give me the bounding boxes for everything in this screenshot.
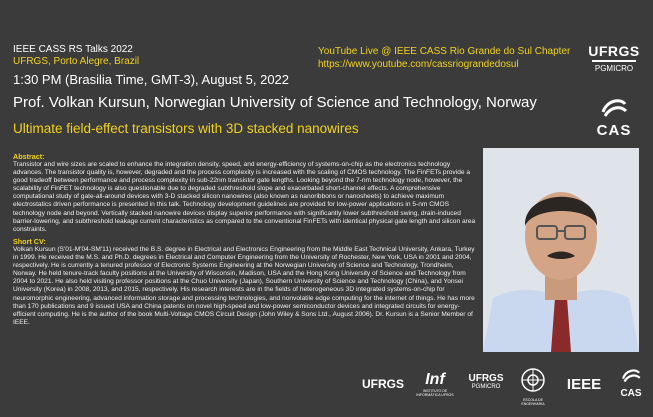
cv-text: Volkan Kursun (S'01-M'04-SM'11) received the B.S. degree in Electrical and Electronics Engineering from the Middle East Technical University, Ankara, Turkey in 1999. He received the M.S. and Ph.D. degrees in Electrical and Computer Engineering from the University of Rochester, New York, USA in 2001 and 2004, respectively. He is currently a tenured professor of Electronic Systems Engineering at the Norwegian University of Science and Technology, Trondheim, Norway. He held tenure-track faculty positions at the University of Wisconsin, Madison, USA and the Hong Kong University of Science and Technology from 2004 to 2021. He also held visiting professor positions at the Chuo University (Japan), Southern University of Science and Technology (China), and Yonsei University (Korea) in 2008, 2013, and 2015, respectively. His research interests are in the fields of heterogeneous 3D integrated systems-on-chip for neuromorphic engineering, advanced information storage and processing technologies, and nonvolatile edge computing for the internet of things. He has more than 170 publications and 9 issued USA and China patents on novel high-speed and low-power semiconductor devices and integrated circuits for energy-efficient computing. He is the author of the book Multi-Voltage CMOS Circuit Design (John Wiley & Sons Ltd., August 2006). Dr. Kursun is a Senior Member of IEEE. xyxy=(13,246,475,326)
cv-heading: Short CV: xyxy=(13,237,46,246)
abstract-section xyxy=(13,152,478,234)
speaker-portrait-icon xyxy=(483,148,639,352)
abstract-text: Transistor and wire sizes are scaled to enhance the integration density, speed, and energy-efficiency of systems-on-chip as the electronics technology advances. The transistor quality is, however, degraded and the process complexity is increased with the scaling of CMOS technology. The FinFETs provide a good tradeoff between performance and process complexity in sub-22nm transistor gate lengths. Looking beyond the 7-nm technology node, however, the scalability of FinFET technology is also questionable due to degraded subthreshold slope and exacerbated short-channel effects. A comprehensive computational study of gate-all-around devices with 3-D stacked silicon nanowires (also known as nanoribbons or nanosheets) to achieve maximum electrostatics driven performance is presented in this talk. Technology development guidelines are provided for low-power applications in 5-nm CMOS technology node and beyond. Vertically stacked nanowire devices display superior performance with significantly lower subthreshold swing, drain-induced barrier-lowering, and subthreshold leakage current characteristics as compared to the conventional FinFETs with identical physical gate length and silicon area constraints. xyxy=(13,161,476,233)
logo-divider xyxy=(592,60,636,62)
ufrgs-bottom-text: UFRGS xyxy=(362,377,404,391)
engineering-seal-icon xyxy=(520,367,546,393)
cas-logo-text: CAS xyxy=(596,122,632,139)
event-location: UFRGS, Porto Alegre, Brazil xyxy=(13,56,140,67)
cv-section xyxy=(13,237,478,327)
ieee-logo xyxy=(558,365,610,409)
inf-logo-subtext: INSTITUTO DE INFORMÁTICA UFRGS xyxy=(416,389,454,397)
ufrgs-bottom-logo xyxy=(360,365,406,409)
abstract-heading: Abstract: xyxy=(13,152,45,161)
youtube-link[interactable]: https://www.youtube.com/cassriograndedosul xyxy=(318,59,519,70)
series-title: IEEE CASS RS Talks 2022 xyxy=(13,44,133,55)
event-time: 1:30 PM (Brasilia Time, GMT-3), August 5, 2022 xyxy=(13,72,290,87)
inf-logo xyxy=(412,365,458,409)
youtube-live-label: YouTube Live @ IEEE CASS Rio Grande do Sul Chapter xyxy=(318,46,571,57)
cas-logo xyxy=(583,96,645,138)
ufrgs-pgmicro-logo xyxy=(583,44,645,74)
pgmicro-logo-text: PGMICRO xyxy=(594,64,634,73)
speaker-photo xyxy=(483,148,639,352)
cas-bottom-swirl-icon xyxy=(620,367,642,383)
ieee-logo-text: IEEE xyxy=(566,376,602,393)
pgmicro-bottom-logo xyxy=(464,365,508,409)
speaker-line: Prof. Volkan Kursun, Norwegian University of Science and Technology, Norway xyxy=(13,94,537,111)
cas-swirl-icon xyxy=(599,96,629,118)
escola-engenharia-logo xyxy=(512,365,554,409)
pgmicro-bottom-text: PGMICRO xyxy=(471,384,501,390)
sponsor-logo-row xyxy=(360,365,650,415)
escola-logo-text: ESCOLA DE ENGENHARIA xyxy=(521,398,545,406)
ufrgs-logo-text: UFRGS xyxy=(588,43,640,59)
cas-bottom-text: CAS xyxy=(620,388,642,399)
talk-title: Ultimate field-effect transistors with 3D stacked nanowires xyxy=(13,121,359,136)
cas-bottom-logo xyxy=(614,365,648,409)
ufrgs-pgmicro-bottom-text: UFRGS xyxy=(468,373,504,384)
inf-logo-text: Inf xyxy=(425,371,445,388)
